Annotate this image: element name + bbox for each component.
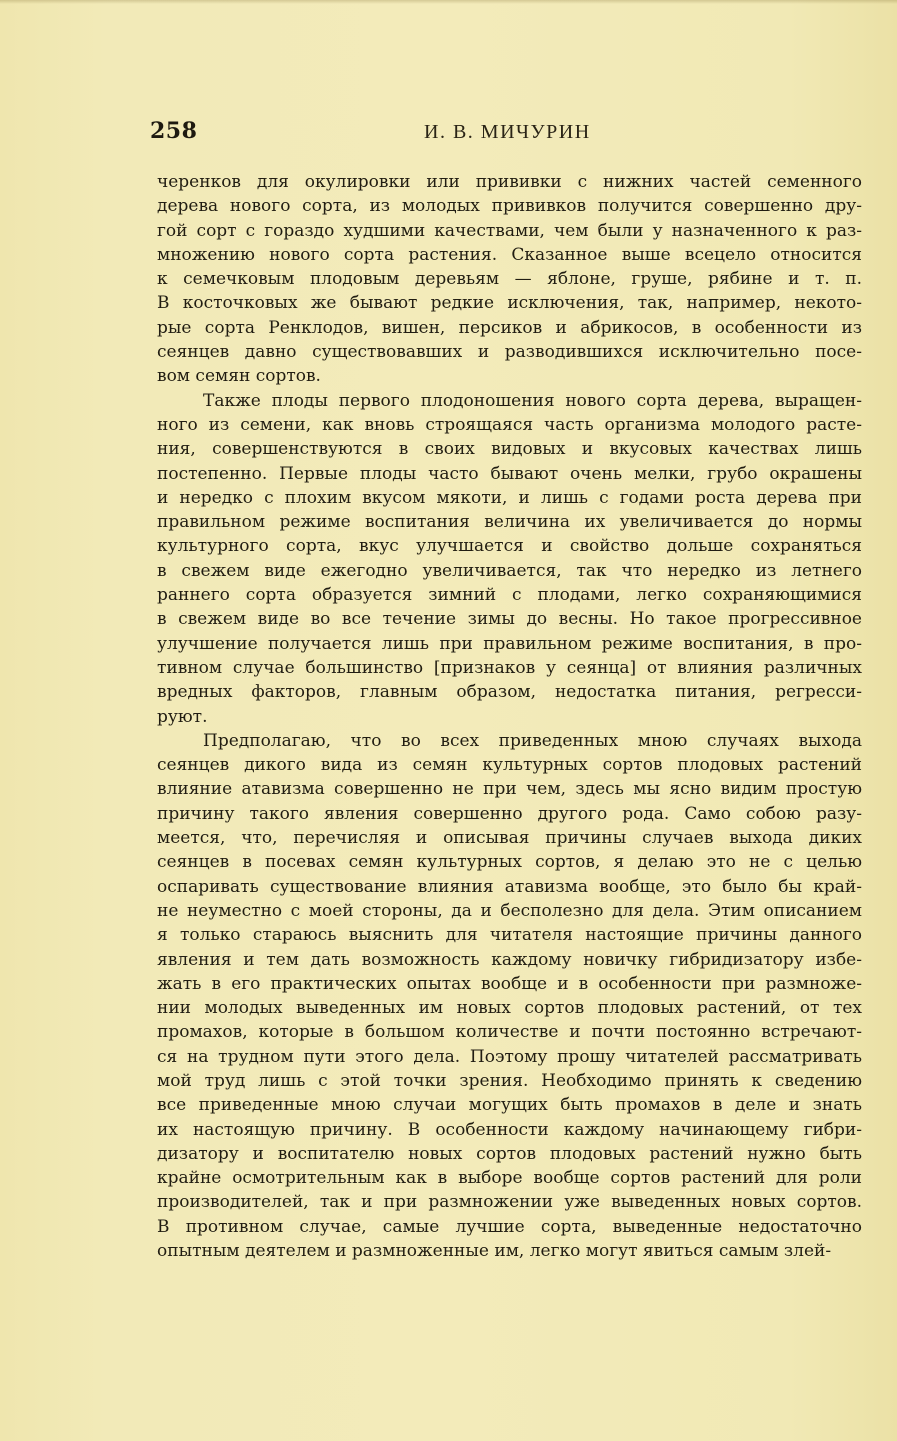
text-line: постепенно. Первые плоды часто бывают очень мелки, грубо окрашены [157,463,862,484]
text-line: В противном случае, самые лучшие сорта, выведенные недостаточно [157,1216,862,1237]
text-line: сеянцев дикого вида из семян культурных сортов плодовых растений [157,755,862,776]
body-text [157,170,862,1263]
text-line: множению нового сорта растения. Сказанное выше всецело относится [157,244,862,265]
text-line: меется, что, перечисляя и описывая причины случаев выхода диких [157,828,862,849]
text-line: дизатору и воспитателю новых сортов плодовых растений нужно быть [157,1143,862,1164]
text-line: влияние атавизма совершенно не при чем, здесь мы ясно видим простую [157,779,862,800]
running-title: И. В. МИЧУРИН [424,121,591,143]
text-line: крайне осмотрительным как в выборе вообще сортов растений для роли [157,1168,862,1189]
text-line: я только стараюсь выяснить для читателя настоящие причины данного [157,925,862,946]
text-line: не неуместно с моей стороны, да и бесполезно для дела. Этим описанием [157,900,862,921]
paragraph [157,729,862,1264]
text-line: В косточковых же бывают редкие исключения, так, например, некото- [157,293,862,314]
text-line: гой сорт с гораздо худшими качествами, чем были у назначенного к раз- [157,220,862,241]
text-line: дерева нового сорта, из молодых прививков получится совершенно дру- [157,196,862,217]
text-line: ся на трудном пути этого дела. Поэтому прошу читателей рассматривать [157,1046,862,1067]
text-line: вом семян сортов. [157,366,321,387]
text-line: сеянцев давно существовавших и разводившихся исключительно посе- [157,342,862,363]
text-line: причину такого явления совершенно другого рода. Само собою разу- [157,803,862,824]
text-line: в свежем виде во все течение зимы до весны. Но такое прогрессивное [157,609,862,630]
text-line: Также плоды первого плодоношения нового сорта дерева, выращен- [203,390,862,411]
text-line: опытным деятелем и размноженные им, легко могут явиться самым злей- [157,1241,832,1262]
text-line: жать в его практических опытах вообще и в особенности при размноже- [157,973,862,994]
paragraph [157,170,862,389]
text-line: рые сорта Ренклодов, вишен, персиков и абрикосов, в особенности из [157,317,862,338]
page-top-edge [0,0,897,4]
text-line: в свежем виде ежегодно увеличивается, так что нередко из летнего [157,560,862,581]
text-line: оспаривать существование влияния атавизма вообще, это было бы край- [157,876,862,897]
text-line: культурного сорта, вкус улучшается и свойство дольше сохраняться [157,536,862,557]
text-line: вредных факторов, главным образом, недостатка питания, регресси- [157,682,862,703]
text-line: улучшение получается лишь при правильном режиме воспитания, в про- [157,633,862,654]
text-line: раннего сорта образуется зимний с плодами, легко сохраняющимися [157,585,862,606]
text-line: производителей, так и при размножении уже выведенных новых сортов. [157,1192,862,1213]
text-line: промахов, которые в большом количестве и почти постоянно встречают- [157,1022,862,1043]
text-line: и нередко с плохим вкусом мякоти, и лишь с годами роста дерева при [157,487,862,508]
page-number: 258 [150,118,198,144]
text-line: сеянцев в посевах семян культурных сортов, я делаю это не с целью [157,852,862,873]
text-line: все приведенные мною случаи могущих быть промахов в деле и знать [157,1095,862,1116]
text-line: черенков для окулировки или прививки с нижних частей семенного [157,172,862,192]
text-line: руют. [157,706,208,727]
text-line: нии молодых выведенных им новых сортов плодовых растений, от тех [157,998,862,1019]
paragraph [157,389,862,729]
text-line: мой труд лишь с этой точки зрения. Необходимо принять к сведению [157,1070,862,1091]
text-line: ного из семени, как вновь строящаяся часть организма молодого расте- [157,414,862,435]
running-header [150,118,862,148]
text-line: правильном режиме воспитания величина их увеличивается до нормы [157,512,862,533]
text-line: ния, совершенствуются в своих видовых и вкусовых качествах лишь [157,439,862,460]
text-line: Предполагаю, что во всех приведенных мною случаях выхода [203,730,862,751]
text-line: явления и тем дать возможность каждому новичку гибридизатору избе- [157,949,862,970]
text-line: их настоящую причину. В особенности каждому начинающему гибри- [157,1119,862,1140]
text-line: к семечковым плодовым деревьям — яблоне, груше, рябине и т. п. [157,269,862,290]
text-line: тивном случае большинство [признаков у сеянца] от влияния различных [157,657,862,678]
